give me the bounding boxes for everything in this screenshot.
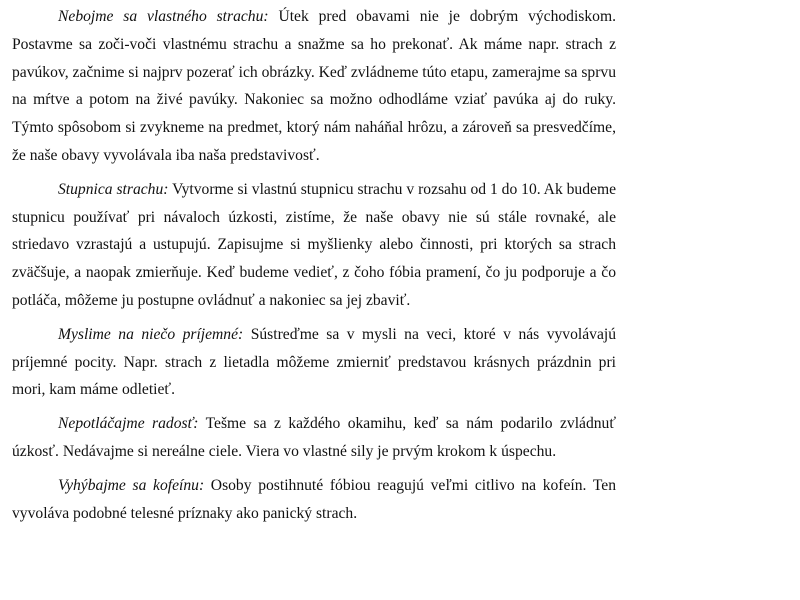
paragraph-text: Sústreďme sa v mysli na veci, ktoré v nás vyvolávajú príjemné pocity. Napr. strach z lietadla môžeme zmierniť predstavou krásnych prázdnin pri mori, kam máme odletieť. [12, 325, 616, 399]
paragraph-lead: Myslime na niečo príjemné: [58, 325, 244, 343]
paragraph-text: Vytvorme si vlastnú stupnicu strachu v rozsahu od 1 do 10. Ak budeme stupnicu používať pri návaloch úzkosti, zistíme, že naše obavy nie sú stále rovnaké, ale striedavo vzrastajú a ustupujú. Zapisujme si myšlienky alebo činnosti, pri ktorých sa strach zväčšuje, a naopak zmierňuje. Keď budeme vedieť, z čoho fóbia pramení, čo ju podporuje a čo potláča, môžeme ju postupne ovládnuť a nakoniec sa jej zbaviť. [12, 180, 616, 309]
paragraph-joy [12, 410, 616, 466]
paragraph-fear-own [12, 3, 616, 170]
paragraph-lead: Vyhýbajme sa kofeínu: [58, 476, 205, 494]
paragraph-text: Tešme sa z každého okamihu, keď sa nám podarilo zvládnuť úzkosť. Nedávajme si nereálne ciele. Viera vo vlastné sily je prvým krokom k úspechu. [12, 415, 617, 460]
paragraph-think-pleasant [12, 321, 616, 404]
paragraph-text: Útek pred obavami nie je dobrým východiskom. Postavme sa zoči-voči vlastnému strachu a snažme sa ho prekonať. Ak máme napr. strach z pavúkov, začnime si najprv pozerať ich obrázky. Keď zvládneme túto etapu, zamerajme sa sprvu na mŕtve a potom na živé pavúky. Nakoniec sa možno odhodláme vziať pavúka aj do ruky. Týmto spôsobom si zvykneme na predmet, ktorý nám naháňal hrôzu, a zároveň sa presvedčíme, že naše obavy vyvolávala iba naša predstavivosť. [12, 8, 617, 164]
paragraph-text: Osoby postihnuté fóbiou reagujú veľmi citlivo na kofeín. Ten vyvoláva podobné telesné príznaky ako panický strach. [12, 476, 616, 522]
paragraph-caffeine [12, 472, 616, 528]
paragraph-lead: Stupnica strachu: [58, 180, 169, 198]
document-body [12, 3, 616, 533]
paragraph-lead: Nepotláčajme radosť: [58, 415, 199, 433]
paragraph-fear-scale [12, 176, 616, 315]
paragraph-lead: Nebojme sa vlastného strachu: [58, 8, 269, 25]
